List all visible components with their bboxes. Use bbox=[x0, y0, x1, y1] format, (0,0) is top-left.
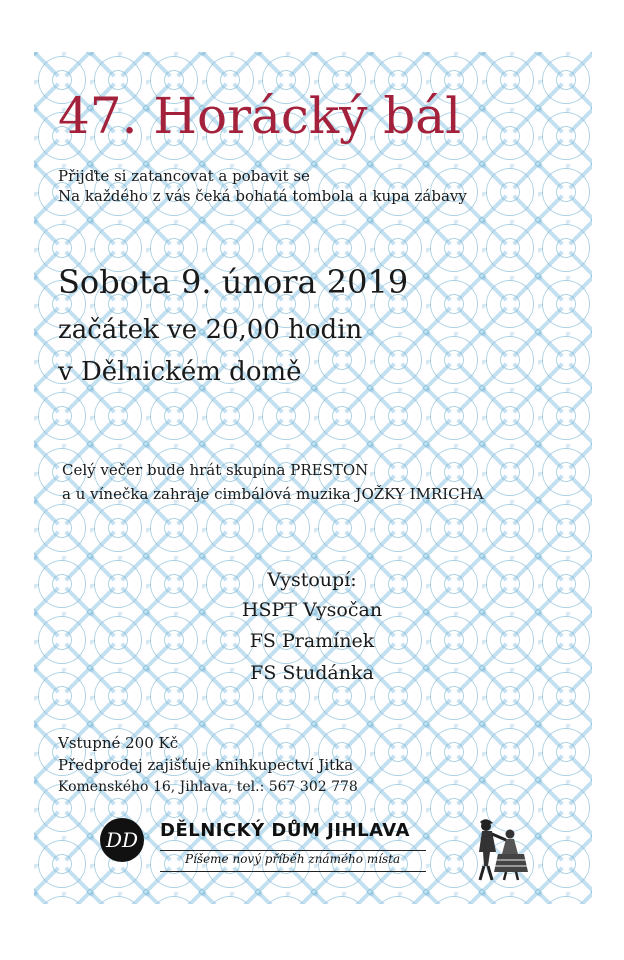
performer-item: FS Pramínek bbox=[249, 630, 375, 652]
venue-tagline: Píšeme nový příběh známého místa bbox=[185, 852, 401, 866]
dancing-couple-icon bbox=[466, 818, 532, 882]
event-time: začátek ve 20,00 hodin bbox=[58, 315, 363, 345]
performer-item: FS Studánka bbox=[250, 662, 374, 684]
address-info: Komenského 16, Jihlava, tel.: 567 302 778 bbox=[58, 779, 358, 795]
logo-monogram: DD bbox=[105, 828, 139, 852]
admission-price: Vstupné 200 Kč bbox=[58, 734, 179, 752]
performers-heading: Vystoupí: bbox=[267, 569, 357, 591]
event-date: Sobota 9. února 2019 bbox=[58, 263, 409, 301]
band-line-2: a u vínečka zahraje cimbálová muzika JOŽKY IMRICHA bbox=[62, 485, 484, 503]
venue-name: DĚLNICKÝ DŮM JIHLAVA bbox=[160, 820, 410, 841]
dd-logo-icon bbox=[100, 818, 144, 862]
presale-info: Předprodej zajišťuje knihkupectví Jitka bbox=[58, 756, 354, 774]
performer-item: HSPT Vysočan bbox=[241, 599, 383, 621]
subtitle-line-1: Přijďte si zatancovat a pobavit se bbox=[58, 167, 310, 185]
event-title: 47. Horácký bál bbox=[58, 87, 462, 145]
event-place: v Dělnickém domě bbox=[58, 357, 302, 387]
band-line-1: Celý večer bude hrát skupina PRESTON bbox=[62, 461, 369, 479]
subtitle-line-2: Na každého z vás čeká bohatá tombola a kupa zábavy bbox=[58, 187, 467, 205]
